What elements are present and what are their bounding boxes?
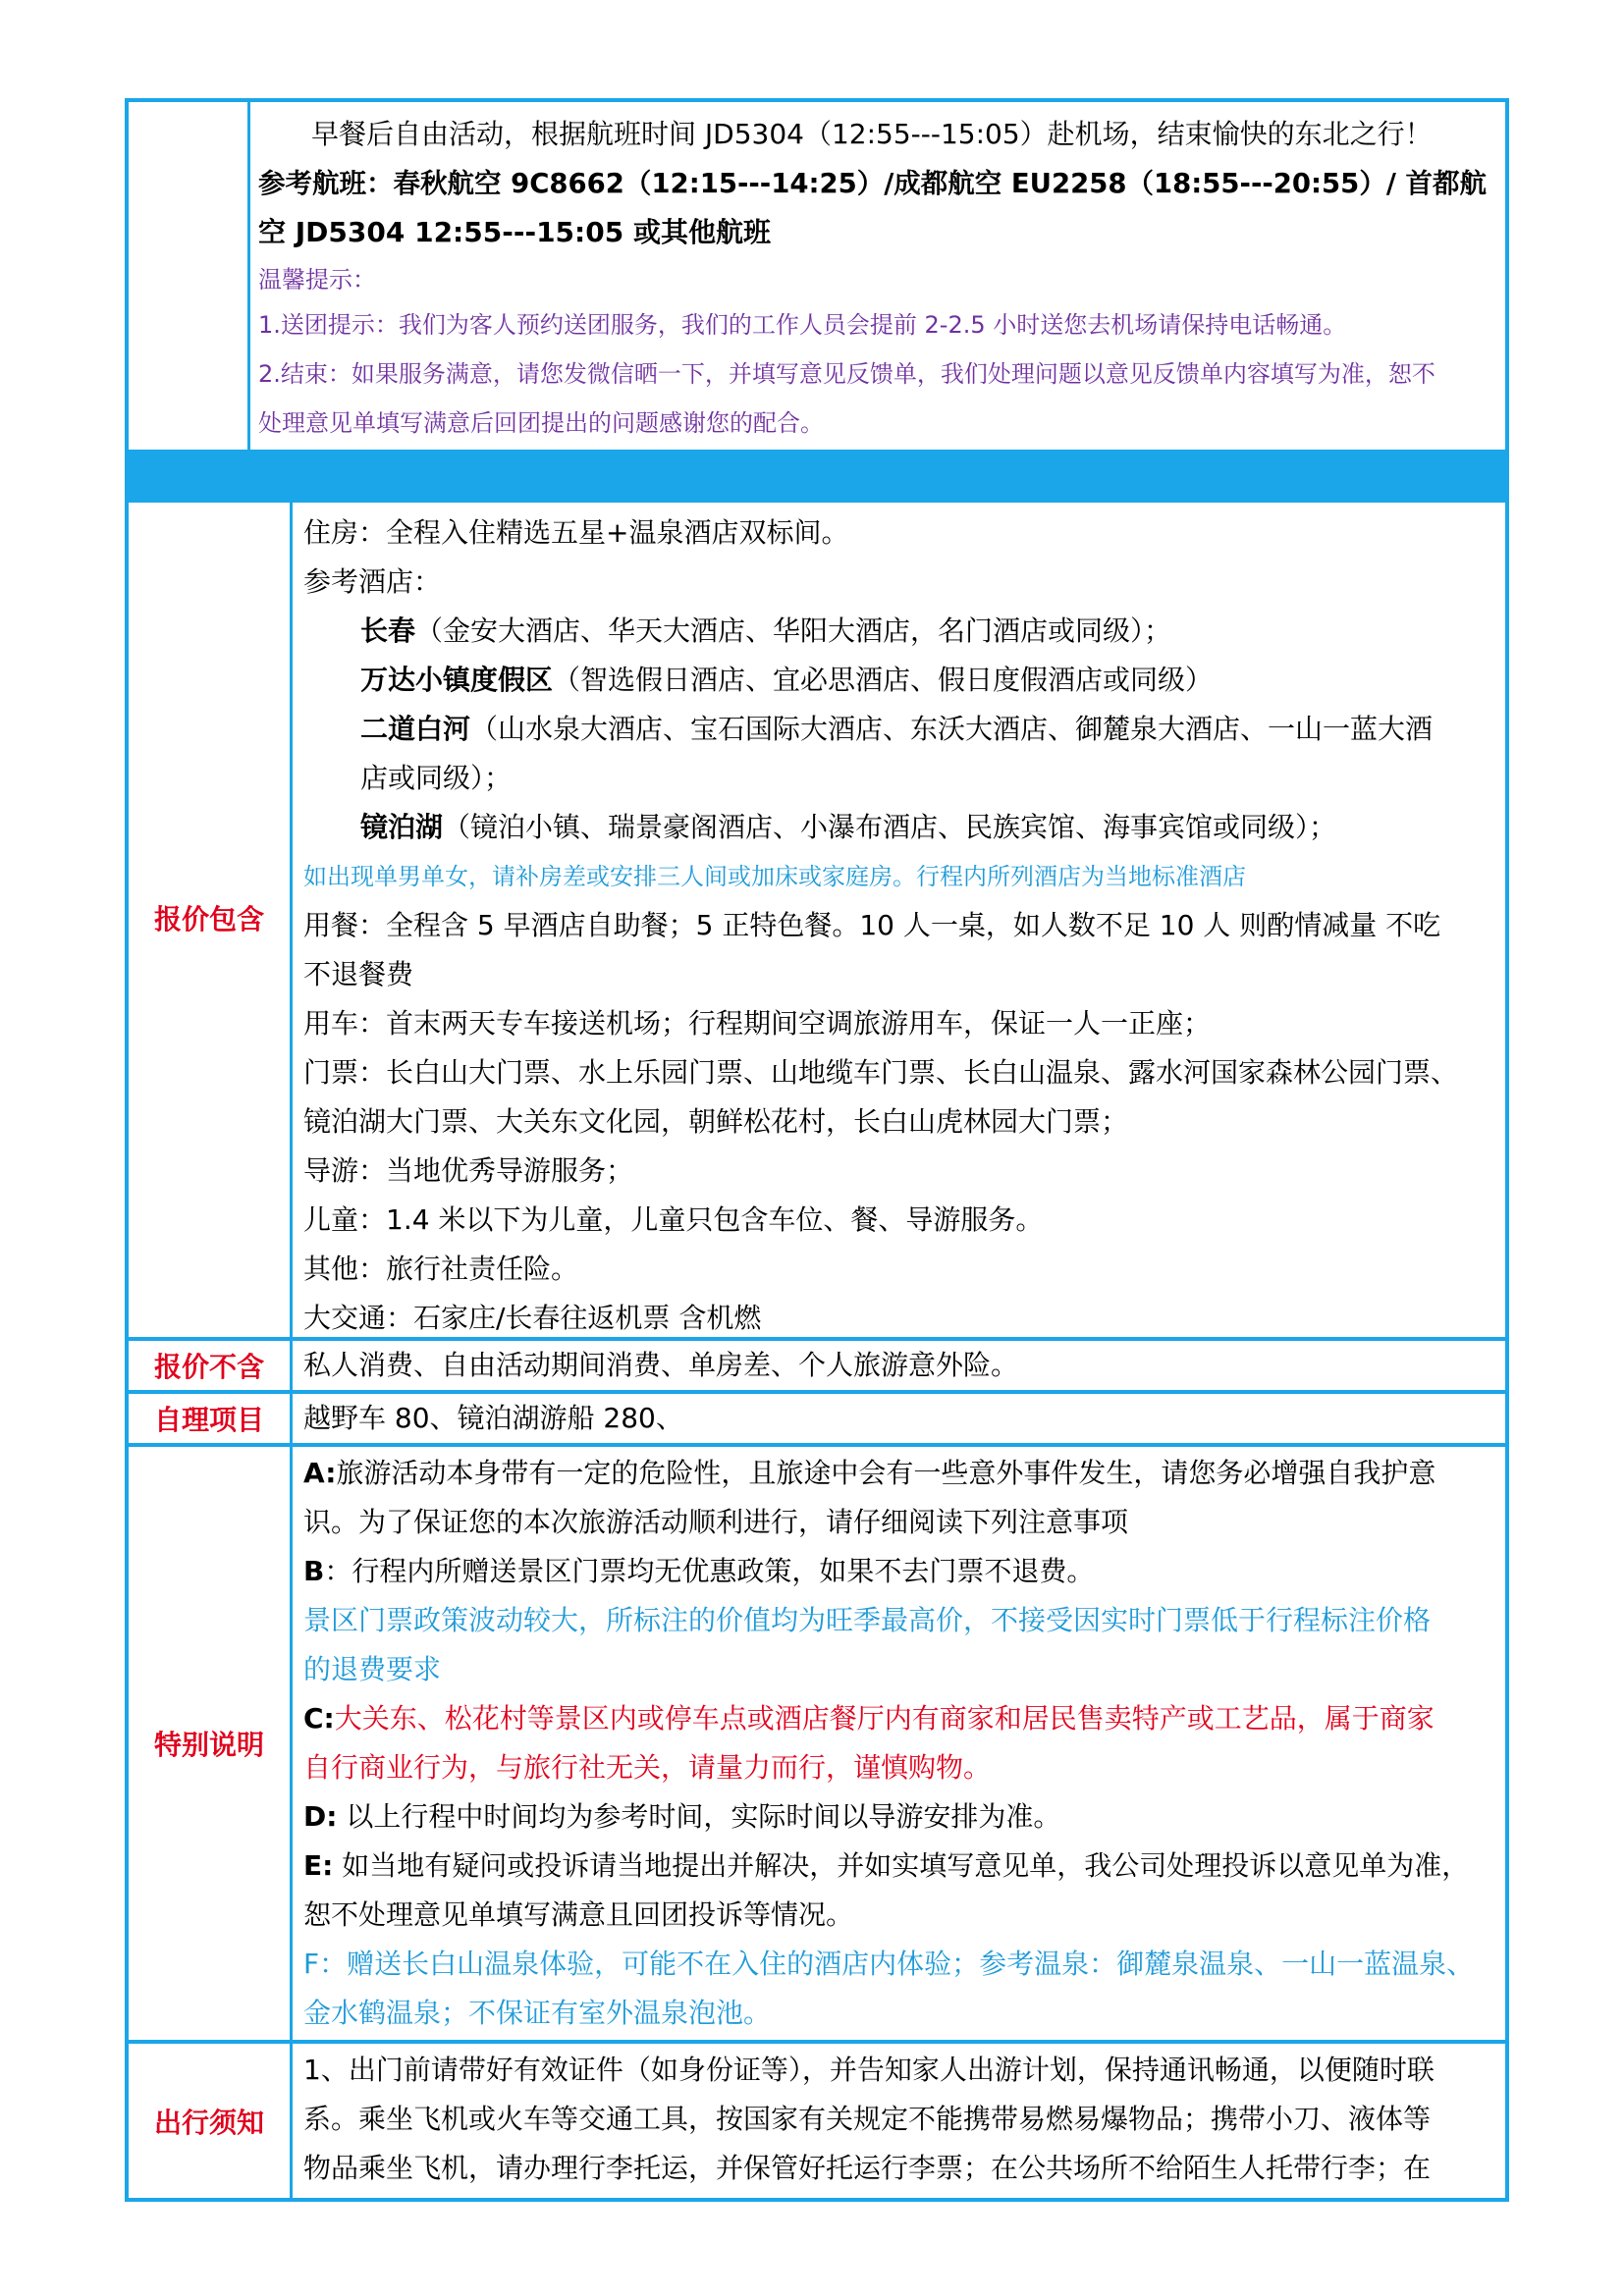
include-line: 其他：旅行社责任险。 — [303, 1253, 579, 1285]
hotel-erdaobaihe-cont: 店或同级）； — [360, 762, 513, 794]
hotel-list: （镜泊小镇、瑞景豪阁酒店、小瀑布酒店、民族宾馆、海事宾馆或同级）； — [443, 811, 1337, 843]
day-section — [125, 98, 1509, 454]
hotel-erdaobaihe — [360, 705, 1433, 754]
travel-note-line: 系。乘坐飞机或火车等交通工具，按国家有关规定不能携带易燃易爆物品；携带小刀、液体等 — [303, 2103, 1432, 2135]
includes-content — [303, 508, 1497, 1337]
special-a-cont: 识。为了保证您的本次旅游活动顺利进行，请仔细阅读下列注意事项 — [303, 1506, 1129, 1538]
special-label: 特别说明 — [129, 1447, 293, 2040]
include-line: 导游：当地优秀导游服务； — [303, 1154, 634, 1187]
travel-note-line: 1、出门前请带好有效证件（如身份证等），并告知家人出游计划，保持通讯畅通，以便随时联 — [303, 2054, 1435, 2086]
special-a-text: 旅游活动本身带有一定的危险性，且旅途中会有一些意外事件发生，请您务必增强自我护意 — [336, 1457, 1436, 1489]
room-note: 如出现单男单女，请补房差或安排三人间或加床或家庭房。行程内所列酒店为当地标准酒店 — [303, 863, 1246, 890]
tip-2-line-2: 处理意见单填写满意后回团提出的问题感谢您的配合。 — [258, 409, 824, 437]
hotel-list: （山水泉大酒店、宝石国际大酒店、东沃大酒店、御麓泉大酒店、一山一蓝大酒 — [470, 713, 1434, 745]
special-e-text: 如当地有疑问或投诉请当地提出并解决，并如实填写意见单，我公司处理投诉以意见单为准， — [333, 1849, 1470, 1882]
include-line: 镜泊湖大门票、大关东文化园，朝鲜松花村，长白山虎林园大门票； — [303, 1105, 1129, 1138]
special-a — [303, 1449, 1435, 1498]
tip-1: 1.送团提示：我们为客人预约送团服务，我们的工作人员会提前 2-2.5 小时送您去机场请保持电话畅通。 — [258, 311, 1347, 339]
special-e — [303, 1842, 1469, 1891]
include-line: 用车：首末两天专车接送机场；行程期间空调旅游用车，保证一人一正座； — [303, 1007, 1212, 1040]
special-content — [303, 1449, 1497, 2038]
special-b-key: B — [303, 1555, 325, 1587]
flight-line-2: 空 JD5304 12:55---15:05 或其他航班 — [258, 216, 771, 248]
special-c-key: C: — [303, 1702, 335, 1735]
excludes-text: 私人消费、自由活动期间消费、单房差、个人旅游意外险。 — [303, 1349, 1019, 1381]
excludes-label: 报价不含 — [129, 1341, 293, 1390]
special-blue-2: 的退费要求 — [303, 1653, 442, 1685]
travel-notes-label: 出行须知 — [129, 2044, 293, 2198]
special-f: F：赠送长白山温泉体验，可能不在入住的酒店内体验；参考温泉：御麓泉温泉、一山一蓝温泉、 — [303, 1948, 1475, 1980]
special-b — [303, 1547, 1094, 1596]
tip-2-line-1: 2.结束：如果服务满意，请您发微信晒一下，并填写意见反馈单，我们处理问题以意见反馈单内容填写为准，恕不 — [258, 360, 1435, 388]
special-a-key: A: — [303, 1457, 337, 1489]
hotel-wanda — [360, 656, 1213, 705]
self-pay-content — [303, 1394, 1497, 1443]
special-f-cont: 金水鹤温泉；不保证有室外温泉泡池。 — [303, 1997, 772, 2029]
hotel-city: 长春 — [360, 614, 416, 647]
tip-title: 温馨提示： — [258, 266, 376, 294]
include-line: 门票：长白山大门票、水上乐园门票、山地缆车门票、长白山温泉、露水河国家森林公园门票、 — [303, 1056, 1459, 1089]
special-d-text: 以上行程中时间均为参考时间，实际时间以导游安排为准。 — [337, 1800, 1061, 1833]
special-c-text: 大关东、松花村等景区内或停车点或酒店餐厅内有商家和居民售卖特产或工艺品，属于商家 — [334, 1702, 1435, 1735]
day-section-content — [258, 110, 1497, 450]
include-line: 用餐：全程含 5 早酒店自助餐；5 正特色餐。10 人一桌，如人数不足 10 人 则酌情减量 不吃 — [303, 909, 1441, 941]
hotel-list: （智选假日酒店、宜必思酒店、假日度假酒店或同级） — [553, 664, 1214, 696]
day-text: 早餐后自由活动，根据航班时间 JD5304（12:55---15:05）赴机场，结束愉快的东北之行！ — [311, 118, 1433, 150]
hotel-city: 二道白河 — [360, 713, 471, 745]
includes-section — [125, 495, 1509, 1341]
self-pay-label: 自理项目 — [129, 1394, 293, 1443]
include-line: 住房：全程入住精选五星+温泉酒店双标间。 — [303, 516, 849, 549]
special-c — [303, 1694, 1435, 1743]
travel-notes-content — [303, 2046, 1497, 2196]
include-line: 儿童：1.4 米以下为儿童，儿童只包含车位、餐、导游服务。 — [303, 1203, 1044, 1236]
special-blue-1: 景区门票政策波动较大，所标注的价值均为旺季最高价，不接受因实时门票低于行程标注价格 — [303, 1604, 1432, 1636]
special-e-cont: 恕不处理意见单填写满意且回团投诉等情况。 — [303, 1898, 854, 1931]
self-pay-text: 越野车 80、镜泊湖游船 280、 — [303, 1402, 683, 1434]
excludes-content — [303, 1341, 1497, 1390]
hotel-list: （金安大酒店、华天大酒店、华阳大酒店，名门酒店或同级）； — [415, 614, 1172, 647]
self-pay-section — [125, 1390, 1509, 1447]
include-line: 参考酒店： — [303, 565, 442, 598]
include-line: 不退餐费 — [303, 958, 414, 990]
hotel-jingpohu — [360, 803, 1336, 852]
hotel-city: 镜泊湖 — [360, 811, 444, 843]
hotel-changchun — [360, 607, 1171, 656]
special-d — [303, 1792, 1060, 1842]
special-e-key: E: — [303, 1849, 334, 1882]
day-section-label-cell — [129, 102, 250, 450]
travel-note-line: 物品乘坐飞机，请办理行李托运，并保管好托运行李票；在公共场所不给陌生人托带行李；在 — [303, 2152, 1432, 2184]
includes-label: 报价包含 — [129, 499, 293, 1337]
include-line: 大交通：石家庄/长春往返机票 含机燃 — [303, 1302, 762, 1334]
special-section — [125, 1443, 1509, 2044]
special-d-key: D: — [303, 1800, 338, 1833]
flight-line-1: 参考航班：春秋航空 9C8662（12:15---14:25）/成都航空 EU2258（18:55---20:55）/ 首都航 — [258, 168, 1487, 199]
travel-notes-section — [125, 2040, 1509, 2202]
excludes-section — [125, 1337, 1509, 1394]
hotel-city: 万达小镇度假区 — [360, 664, 554, 696]
special-b-text: ：行程内所赠送景区门票均无优惠政策，如果不去门票不退费。 — [324, 1555, 1095, 1587]
special-c-cont: 自行商业行为，与旅行社无关，请量力而行，谨慎购物。 — [303, 1751, 992, 1784]
